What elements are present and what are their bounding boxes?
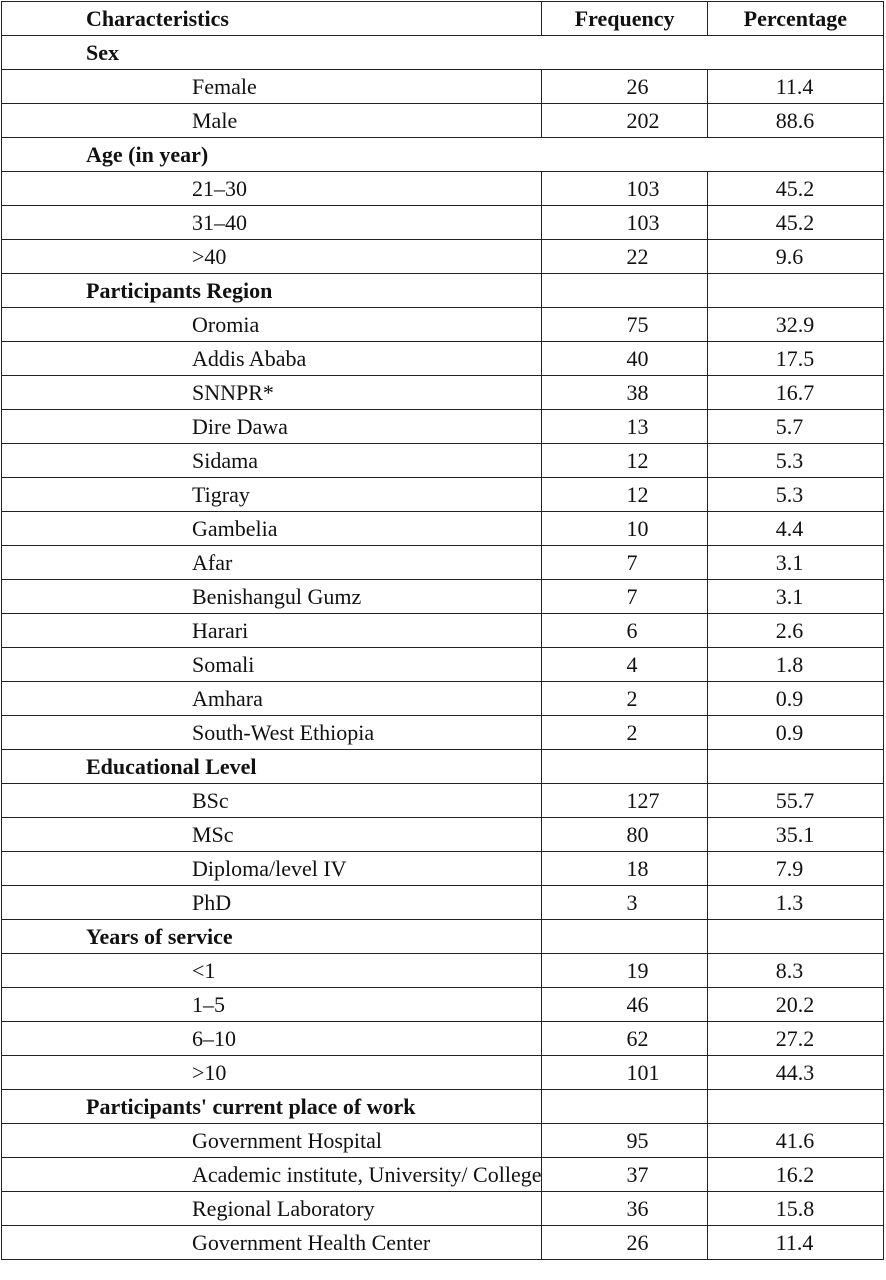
- row-percentage: 5.7: [707, 410, 883, 444]
- table-row: [2, 444, 884, 478]
- row-frequency: 6: [542, 614, 707, 648]
- table-row: [2, 206, 884, 240]
- table-row: [2, 240, 884, 274]
- row-label: Amhara: [2, 682, 542, 716]
- table-row: [2, 1158, 884, 1192]
- table-row: [2, 546, 884, 580]
- section-row: [2, 36, 884, 70]
- row-percentage: 5.3: [707, 478, 883, 512]
- section-row: [2, 138, 884, 172]
- row-percentage: 5.3: [707, 444, 883, 478]
- row-label: Oromia: [2, 308, 542, 342]
- table-row: [2, 682, 884, 716]
- row-frequency: 7: [542, 546, 707, 580]
- row-percentage: 45.2: [707, 172, 883, 206]
- row-percentage: 7.9: [707, 852, 883, 886]
- table-row: [2, 580, 884, 614]
- row-frequency: 103: [542, 206, 707, 240]
- row-label: >40: [2, 240, 542, 274]
- row-percentage: 2.6: [707, 614, 883, 648]
- section-empty-percentage: [707, 274, 883, 308]
- section-title: Participants Region: [2, 274, 542, 308]
- row-frequency: 46: [542, 988, 707, 1022]
- row-label: MSc: [2, 818, 542, 852]
- row-frequency: 13: [542, 410, 707, 444]
- row-frequency: 7: [542, 580, 707, 614]
- table-row: [2, 478, 884, 512]
- table-row: [2, 104, 884, 138]
- row-label: >10: [2, 1056, 542, 1090]
- section-row: [2, 274, 884, 308]
- row-label: Male: [2, 104, 542, 138]
- section-row: [2, 1090, 884, 1124]
- row-label: Regional Laboratory: [2, 1192, 542, 1226]
- section-empty-frequency: [542, 1090, 707, 1124]
- table-row: [2, 1056, 884, 1090]
- row-label: Female: [2, 70, 542, 104]
- row-percentage: 15.8: [707, 1192, 883, 1226]
- row-frequency: 3: [542, 886, 707, 920]
- table-row: [2, 852, 884, 886]
- section-row: [2, 750, 884, 784]
- row-frequency: 95: [542, 1124, 707, 1158]
- table-row: [2, 172, 884, 206]
- row-label: 31–40: [2, 206, 542, 240]
- row-label: Benishangul Gumz: [2, 580, 542, 614]
- table-row: [2, 614, 884, 648]
- row-percentage: 3.1: [707, 546, 883, 580]
- row-frequency: 19: [542, 954, 707, 988]
- row-label: Somali: [2, 648, 542, 682]
- row-percentage: 55.7: [707, 784, 883, 818]
- table-row: [2, 376, 884, 410]
- row-frequency: 26: [542, 1226, 707, 1260]
- table-row: [2, 308, 884, 342]
- row-label: Government Health Center: [2, 1226, 542, 1260]
- row-percentage: 41.6: [707, 1124, 883, 1158]
- row-label: 1–5: [2, 988, 542, 1022]
- section-title: Age (in year): [2, 138, 884, 172]
- row-percentage: 8.3: [707, 954, 883, 988]
- row-percentage: 44.3: [707, 1056, 883, 1090]
- row-percentage: 4.4: [707, 512, 883, 546]
- row-label: South-West Ethiopia: [2, 716, 542, 750]
- row-label: Afar: [2, 546, 542, 580]
- section-title: Years of service: [2, 920, 542, 954]
- header-row: [2, 2, 884, 36]
- row-frequency: 22: [542, 240, 707, 274]
- row-percentage: 16.2: [707, 1158, 883, 1192]
- row-percentage: 16.7: [707, 376, 883, 410]
- row-percentage: 17.5: [707, 342, 883, 376]
- row-percentage: 32.9: [707, 308, 883, 342]
- table-row: [2, 1124, 884, 1158]
- row-frequency: 80: [542, 818, 707, 852]
- section-title: Sex: [2, 36, 884, 70]
- header-percentage: Percentage: [707, 2, 883, 36]
- row-percentage: 1.3: [707, 886, 883, 920]
- row-frequency: 4: [542, 648, 707, 682]
- row-frequency: 12: [542, 444, 707, 478]
- row-frequency: 18: [542, 852, 707, 886]
- table-row: [2, 648, 884, 682]
- table-row: [2, 512, 884, 546]
- row-percentage: 88.6: [707, 104, 883, 138]
- row-frequency: 40: [542, 342, 707, 376]
- row-frequency: 37: [542, 1158, 707, 1192]
- row-label: 21–30: [2, 172, 542, 206]
- table-row: [2, 342, 884, 376]
- table-body: [2, 36, 884, 1260]
- row-frequency: 75: [542, 308, 707, 342]
- row-frequency: 2: [542, 716, 707, 750]
- row-label: Sidama: [2, 444, 542, 478]
- section-empty-frequency: [542, 274, 707, 308]
- row-percentage: 1.8: [707, 648, 883, 682]
- row-percentage: 3.1: [707, 580, 883, 614]
- row-percentage: 45.2: [707, 206, 883, 240]
- table-row: [2, 988, 884, 1022]
- row-label: Academic institute, University/ College: [2, 1158, 542, 1192]
- row-percentage: 0.9: [707, 682, 883, 716]
- table-row: [2, 410, 884, 444]
- section-empty-percentage: [707, 920, 883, 954]
- section-empty-percentage: [707, 1090, 883, 1124]
- row-label: Addis Ababa: [2, 342, 542, 376]
- table-row: [2, 1192, 884, 1226]
- row-label: PhD: [2, 886, 542, 920]
- section-empty-frequency: [542, 920, 707, 954]
- section-row: [2, 920, 884, 954]
- row-label: SNNPR*: [2, 376, 542, 410]
- row-label: 6–10: [2, 1022, 542, 1056]
- row-frequency: 2: [542, 682, 707, 716]
- section-empty-percentage: [707, 750, 883, 784]
- row-label: BSc: [2, 784, 542, 818]
- row-label: <1: [2, 954, 542, 988]
- row-label: Tigray: [2, 478, 542, 512]
- row-frequency: 26: [542, 70, 707, 104]
- table-row: [2, 70, 884, 104]
- row-frequency: 202: [542, 104, 707, 138]
- row-frequency: 36: [542, 1192, 707, 1226]
- row-percentage: 35.1: [707, 818, 883, 852]
- row-percentage: 11.4: [707, 1226, 883, 1260]
- row-frequency: 62: [542, 1022, 707, 1056]
- header-frequency: Frequency: [542, 2, 707, 36]
- table-row: [2, 716, 884, 750]
- row-percentage: 0.9: [707, 716, 883, 750]
- row-frequency: 127: [542, 784, 707, 818]
- table-row: [2, 954, 884, 988]
- section-title: Participants' current place of work: [2, 1090, 542, 1124]
- row-frequency: 38: [542, 376, 707, 410]
- table-row: [2, 886, 884, 920]
- row-percentage: 27.2: [707, 1022, 883, 1056]
- row-percentage: 9.6: [707, 240, 883, 274]
- row-label: Harari: [2, 614, 542, 648]
- table-row: [2, 784, 884, 818]
- row-frequency: 10: [542, 512, 707, 546]
- row-percentage: 20.2: [707, 988, 883, 1022]
- row-label: Dire Dawa: [2, 410, 542, 444]
- row-label: Gambelia: [2, 512, 542, 546]
- row-label: Diploma/level IV: [2, 852, 542, 886]
- row-percentage: 11.4: [707, 70, 883, 104]
- row-frequency: 12: [542, 478, 707, 512]
- row-frequency: 101: [542, 1056, 707, 1090]
- table-row: [2, 1022, 884, 1056]
- header-characteristics: Characteristics: [2, 2, 542, 36]
- row-label: Government Hospital: [2, 1124, 542, 1158]
- characteristics-table: [1, 1, 884, 1260]
- section-empty-frequency: [542, 750, 707, 784]
- table-row: [2, 818, 884, 852]
- table-row: [2, 1226, 884, 1260]
- section-title: Educational Level: [2, 750, 542, 784]
- row-frequency: 103: [542, 172, 707, 206]
